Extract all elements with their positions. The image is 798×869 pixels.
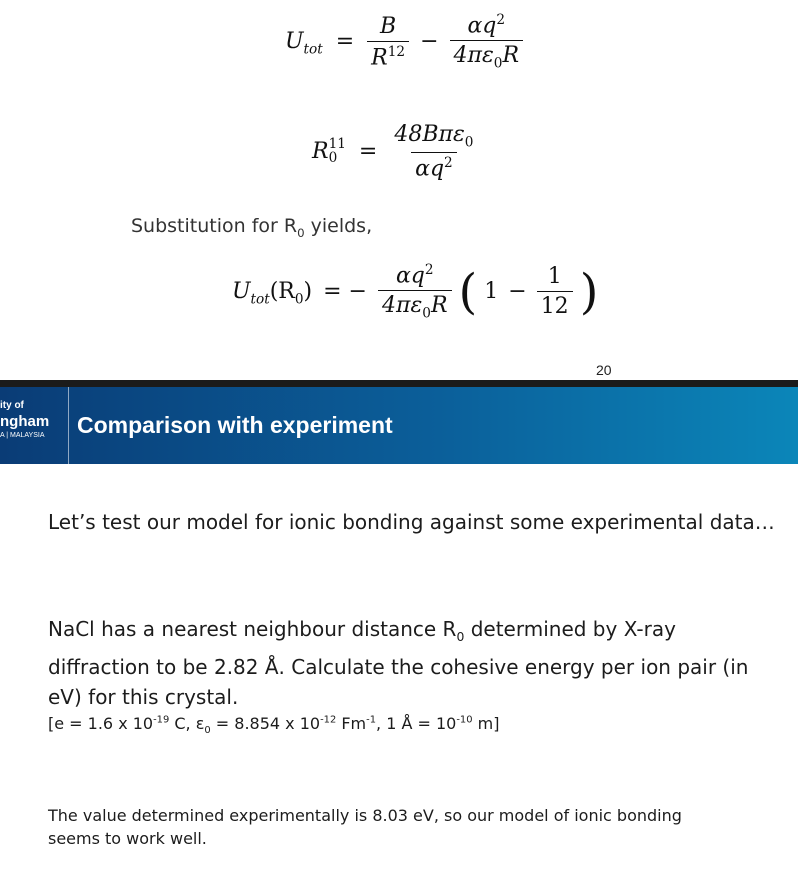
university-logo — [0, 387, 69, 464]
equation-energy-at-equilibrium — [232, 262, 598, 322]
eq3-paren-open: ( — [458, 263, 478, 320]
logo-line3: A | MALAYSIA — [0, 432, 45, 439]
eq1-equals: = — [335, 28, 355, 54]
eq1-fraction-coulomb: $\frac{\alpha q^2}{4\pi\varepsilon_0R}$ — [450, 12, 524, 72]
logo-line1: ity of — [0, 400, 24, 411]
eq1-minus: − — [420, 28, 439, 54]
eq3-fraction-coulomb: $\frac{\alpha q^2}{4\pi\varepsilon_0R}$ — [378, 262, 452, 322]
eq1-lhs: $U_{tot}$ — [285, 28, 323, 58]
eq2-equals: = — [358, 138, 378, 164]
problem-line3: eV) for this crystal. — [48, 685, 239, 709]
slide-title: Comparison with experiment — [77, 412, 393, 438]
eq3-lhs: $U_{tot}(R_0)$ — [232, 278, 313, 308]
logo-line2: ngham — [0, 413, 50, 430]
eq3-equals: = − — [323, 278, 367, 304]
problem-line2: diffraction to be 2.82 Å. Calculate the cohesive energy per ion pair (in — [48, 655, 749, 679]
equation-total-energy — [285, 12, 523, 72]
eq2-lhs: R 11 0 — [312, 136, 346, 166]
eq3-inner-minus: − — [508, 278, 527, 304]
problem-statement — [48, 614, 788, 712]
slide-divider — [0, 380, 798, 387]
conclusion-line1: The value determined experimentally is 8.03 eV, so our model of ionic bonding — [48, 806, 682, 825]
eq3-paren-close: ) — [579, 263, 599, 320]
conclusion-line2: seems to work well. — [48, 829, 207, 848]
conclusion-text — [48, 804, 682, 850]
eq2-fraction: $\frac{48B\pi\varepsilon_0}{\alpha q^2}$ — [394, 122, 474, 182]
constants-line: [e = 1.6 x $10^{-19}$ C, $\varepsilon_0 = 8.854$ x $10^{-12}$ $Fm^{-1}$, 1 Å = $10^{-10}$ m] — [48, 714, 500, 737]
eq3-one: 1 — [484, 278, 499, 304]
equation-equilibrium-distance — [312, 122, 477, 182]
slide-number: 20 — [596, 362, 612, 378]
eq1-fraction-repulsive: $\frac{B}{R^{12}}$ — [367, 14, 409, 70]
problem-line1: NaCl has a nearest neighbour distance $R_0$ determined by X-ray — [48, 617, 676, 644]
intro-text: Let’s test our model for ionic bonding against some experimental data… — [48, 510, 775, 534]
eq3-fraction-inner: $\frac{1}{12}$ — [537, 264, 573, 319]
substitution-text: Substitution for $R_0$ yields, — [131, 215, 373, 240]
